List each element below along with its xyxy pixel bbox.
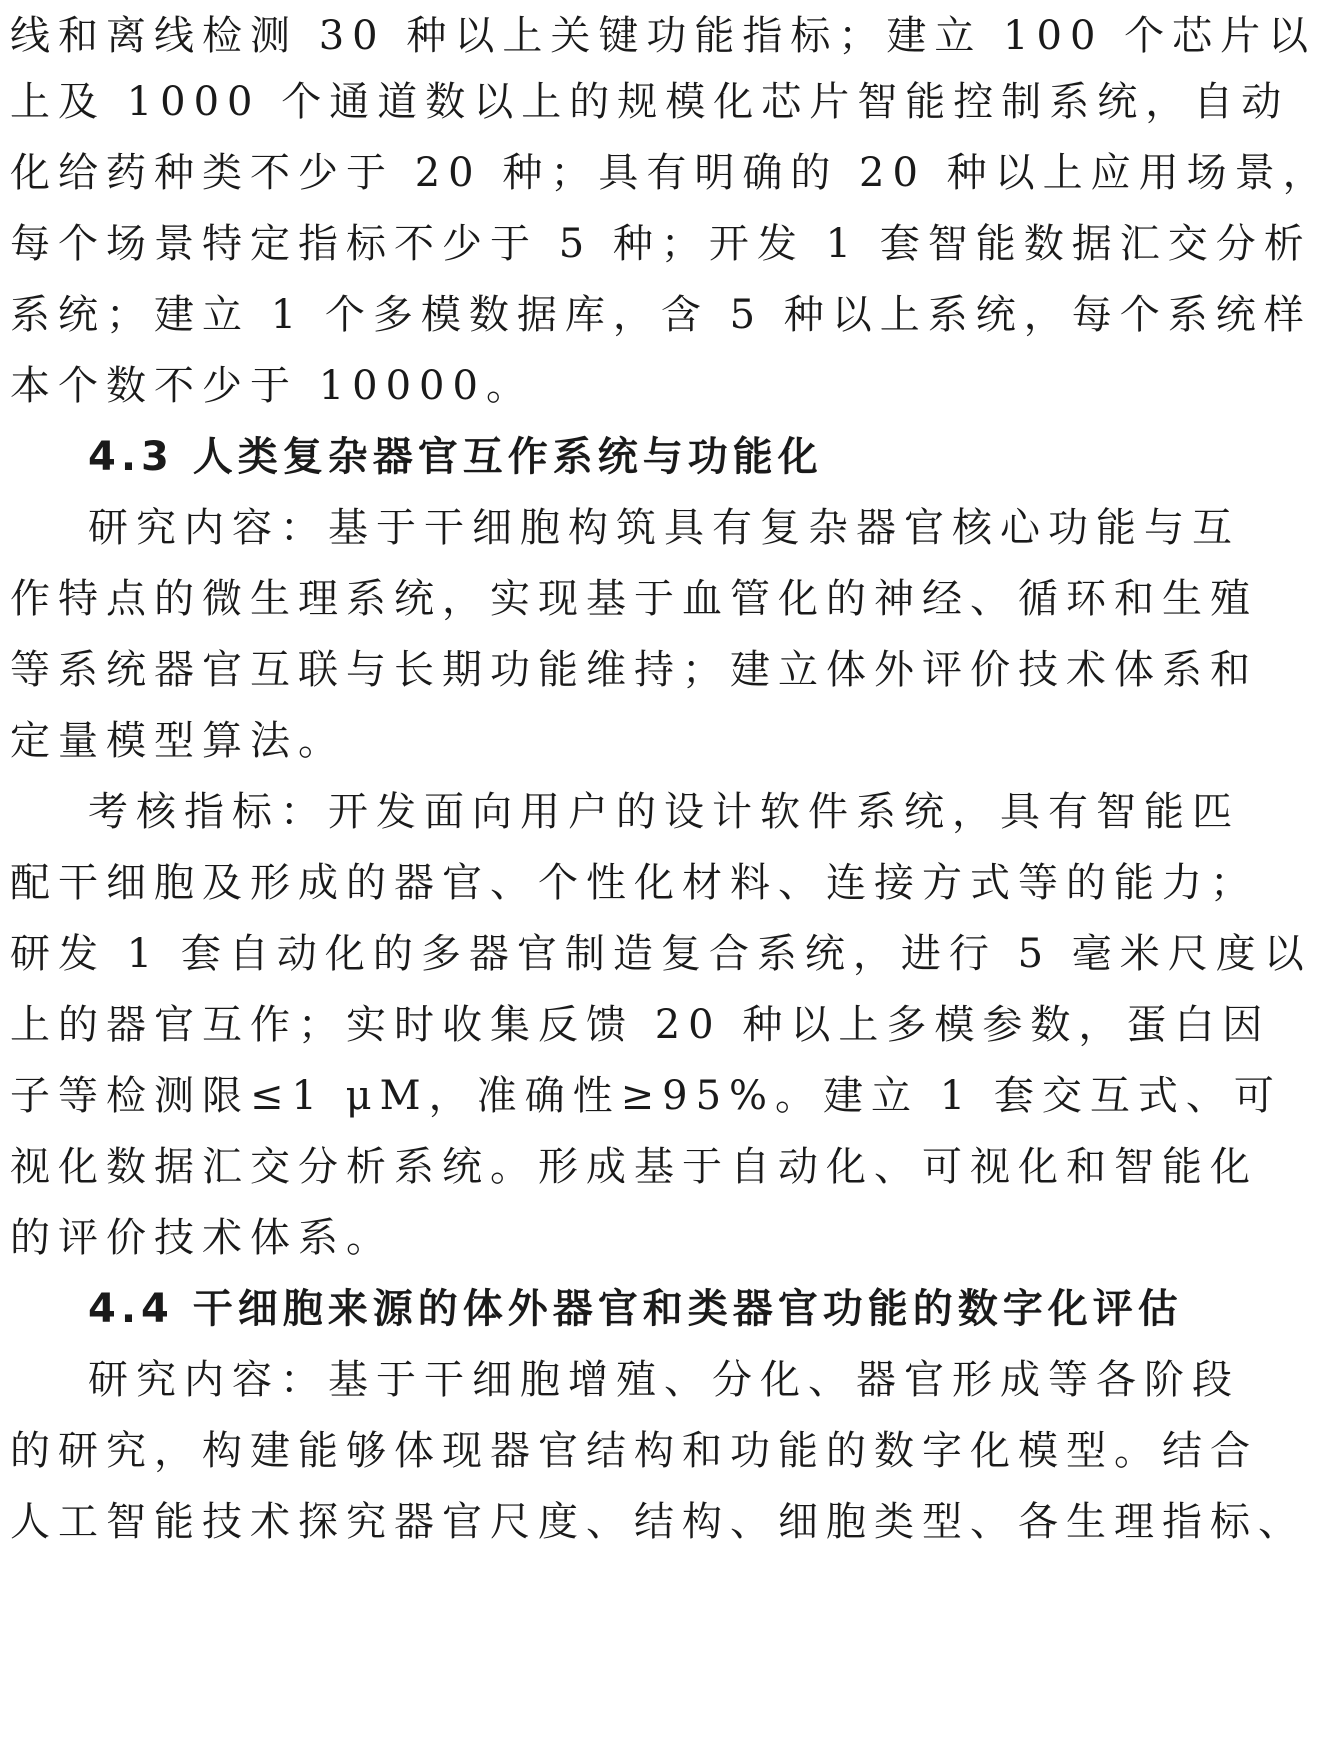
text-line: 上的器官互作；实时收集反馈 20 种以上多模参数，蛋白因 [10, 1002, 1271, 1048]
section-heading-4-3: 4.3 人类复杂器官互作系统与功能化 [88, 434, 823, 480]
text-line: 研究内容：基于干细胞增殖、分化、器官形成等各阶段 [88, 1357, 1240, 1403]
section-heading-4-4: 4.4 干细胞来源的体外器官和类器官功能的数字化评估 [88, 1286, 1183, 1332]
text-line: 本个数不少于 10000。 [10, 363, 534, 409]
text-line: 人工智能技术探究器官尺度、结构、细胞类型、各生理指标、 [10, 1499, 1306, 1545]
text-line: 子等检测限≤1 μM，准确性≥95%。建立 1 套交互式、可 [10, 1073, 1282, 1119]
text-line: 视化数据汇交分析系统。形成基于自动化、可视化和智能化 [10, 1144, 1258, 1190]
text-line: 上及 1000 个通道数以上的规模化芯片智能控制系统，自动 [10, 79, 1290, 125]
text-line: 定量模型算法。 [10, 718, 346, 764]
text-line: 线和离线检测 30 种以上关键功能指标；建立 100 个芯片以 [10, 13, 1317, 59]
text-line: 系统；建立 1 个多模数据库，含 5 种以上系统，每个系统样 [10, 292, 1312, 338]
text-line: 化给药种类不少于 20 种；具有明确的 20 种以上应用场景， [10, 150, 1331, 196]
text-line: 研发 1 套自动化的多器官制造复合系统，进行 5 毫米尺度以 [10, 931, 1312, 977]
text-line: 的评价技术体系。 [10, 1215, 394, 1261]
text-line: 考核指标：开发面向用户的设计软件系统，具有智能匹 [88, 789, 1240, 835]
text-line: 等系统器官互联与长期功能维持；建立体外评价技术体系和 [10, 647, 1258, 693]
text-line: 配干细胞及形成的器官、个性化材料、连接方式等的能力； [10, 860, 1258, 906]
text-line: 作特点的微生理系统，实现基于血管化的神经、循环和生殖 [10, 576, 1258, 622]
text-line: 每个场景特定指标不少于 5 种；开发 1 套智能数据汇交分析 [10, 221, 1312, 267]
text-line: 的研究，构建能够体现器官结构和功能的数字化模型。结合 [10, 1428, 1258, 1474]
text-line: 研究内容：基于干细胞构筑具有复杂器官核心功能与互 [88, 505, 1240, 551]
